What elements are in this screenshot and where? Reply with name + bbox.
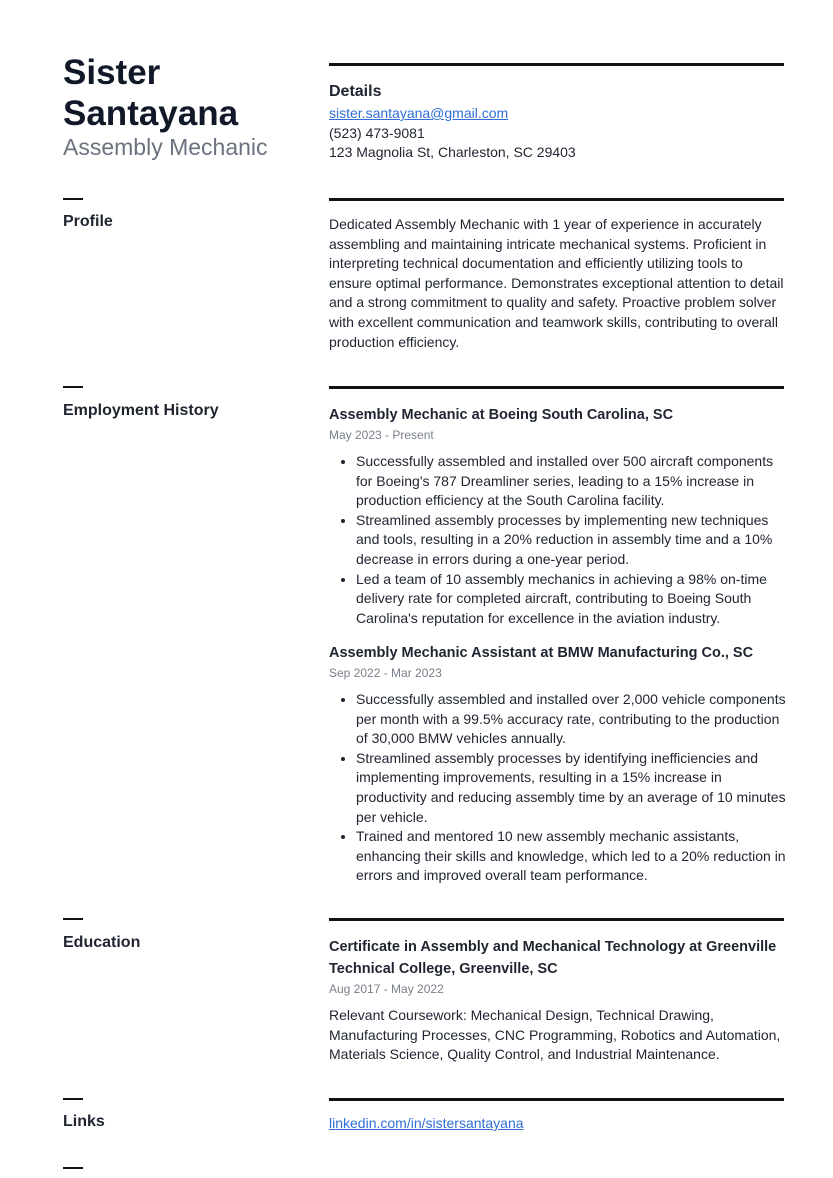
job-bullets <box>329 452 789 628</box>
job-title-heading: Assembly Mechanic at Boeing South Carolina, SC <box>329 407 674 423</box>
links-label: Links <box>63 1113 105 1130</box>
linkedin-link[interactable]: linkedin.com/in/sistersantayana <box>329 1115 524 1131</box>
job-title: Assembly Mechanic <box>63 134 268 160</box>
details-divider <box>329 63 784 66</box>
links-divider <box>329 1098 784 1101</box>
address: 123 Magnolia St, Charleston, SC 29403 <box>329 144 576 160</box>
education-label: Education <box>63 934 141 951</box>
profile-divider <box>329 198 784 201</box>
email-link[interactable]: sister.santayana@gmail.com <box>329 105 509 121</box>
job-bullet: • Successfully assembled and installed over 500 aircraft components for Boeing's 787 Dreamliner series, leading to a 15% increase in production efficiency at the South Carolina facility. <box>356 452 789 511</box>
education-dash <box>63 918 83 920</box>
last-name: Santayana <box>63 94 239 133</box>
profile-text: Dedicated Assembly Mechanic with 1 year of experience in accurately assembling and maintaining intricate mechanical systems. Proficient in interpreting technical documentation and efficiently utilizing tools to ensure optimal performance. Demonstrates exceptional attention to detail and a strong commitment to quality and safety. Proactive problem solver with excellent communication and teamwork skills, contributing to overall production efficiency. <box>329 216 784 350</box>
details-heading: Details <box>329 83 382 100</box>
profile-label: Profile <box>63 213 113 230</box>
job-bullet: • Trained and mentored 10 new assembly mechanic assistants, enhancing their skills and knowledge, which led to a 20% reduction in errors and improved overall team performance. <box>356 827 789 886</box>
employment-label: Employment History <box>63 402 219 419</box>
links-dash <box>63 1098 83 1100</box>
job-bullets <box>329 690 789 886</box>
education-dates: Aug 2017 - May 2022 <box>329 982 444 996</box>
job-bullet: • Led a team of 10 assembly mechanics in achieving a 98% on-time delivery rate for completed aircraft, contributing to Boeing South Carolina's reputation for excellence in the aviation industry. <box>356 570 789 629</box>
job-entry <box>329 405 789 628</box>
job-bullet: • Streamlined assembly processes by implementing new techniques and tools, resulting in a 20% reduction in assembly time and a 10% decrease in errors during a one-year period. <box>356 511 789 570</box>
education-text: Relevant Coursework: Mechanical Design, Technical Drawing, Manufacturing Processes, CNC Programming, Robotics and Automation, Materials Science, Quality Control, and Industrial Maintenance. <box>329 1007 781 1063</box>
education-title: Certificate in Assembly and Mechanical Technology at Greenville Technical College, Greenville, SC <box>329 939 777 977</box>
details-section <box>329 82 784 163</box>
education-entry <box>329 936 789 1065</box>
links-section <box>329 1115 524 1131</box>
first-name: Sister <box>63 53 161 92</box>
employment-dash <box>63 386 83 388</box>
job-dates: May 2023 - Present <box>329 428 434 442</box>
job-dates: Sep 2022 - Mar 2023 <box>329 666 442 680</box>
job-bullet: • Streamlined assembly processes by identifying inefficiencies and implementing improvements, resulting in a 15% increase in productivity and reducing assembly time by an average of 10 minutes per vehicle. <box>356 749 789 827</box>
job-title-heading: Assembly Mechanic Assistant at BMW Manufacturing Co., SC <box>329 645 754 661</box>
employment-divider <box>329 386 784 389</box>
education-divider <box>329 918 784 921</box>
candidate-name <box>63 52 313 134</box>
profile-dash <box>63 198 83 200</box>
phone: (523) 473-9081 <box>329 124 425 141</box>
job-entry <box>329 643 789 886</box>
end-dash <box>63 1167 83 1169</box>
job-bullet: • Successfully assembled and installed over 2,000 vehicle components per month with a 99.5% accuracy rate, contributing to the production of 30,000 BMW vehicles annually. <box>356 690 789 749</box>
